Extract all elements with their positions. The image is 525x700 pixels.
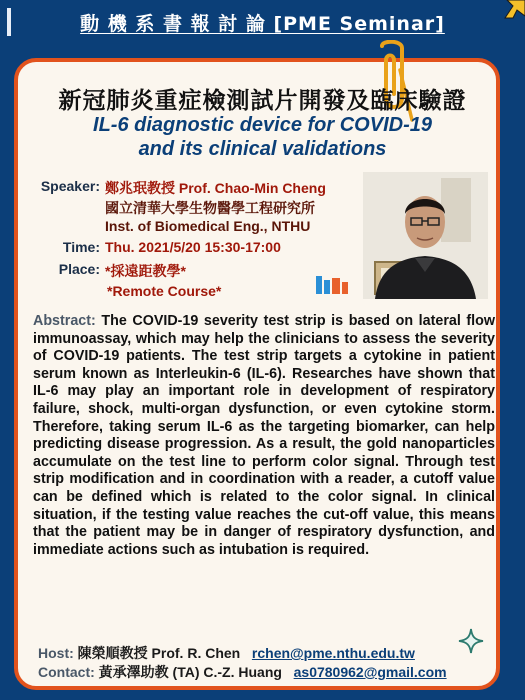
- seminar-title: 動 機 系 書 報 討 論 [PME Seminar]: [80, 13, 445, 35]
- top-bar: [0, 0, 525, 46]
- abstract: [33, 313, 495, 559]
- speaker-affiliation-zh: 國立清華大學生物醫學工程研究所: [105, 200, 315, 216]
- talk-title-en-line1: IL-6 diagnostic device for COVID-19: [93, 114, 432, 136]
- contact-line: [38, 662, 447, 682]
- place-value-zh: *採遠距教學*: [105, 263, 186, 279]
- host-name: 陳榮順教授 Prof. R. Chen: [77, 645, 241, 661]
- talk-title-en-line2: and its clinical validations: [138, 138, 387, 160]
- abstract-label: Abstract:: [33, 313, 96, 329]
- place-label: Place:: [58, 261, 100, 277]
- place-value-en: *Remote Course*: [107, 283, 222, 299]
- abstract-text: The COVID-19 severity test strip is based on lateral flow immunoassay, which may help the clinicians to assess the severity of COVID-19 patients. The test strip targets a cytokine in patient serum known as Interleukin-6 (IL-6). Researches have shown that IL-6 may play an important role in development of respiratory failure, shock, multi-organ dysfunction, or even cytokine storm. Therefore, taking serum IL-6 as the targeting biomarker, can help predicting disease progression. As a result, the gold nanoparticles accumulate on the test line to perform color signal. Through test strip modification and in coordination with a reader, a cutoff value can be defined which is related to the color signal. In clinical situation, if the testing value reaches the cut-off value, this means that the patient may be in danger of respiratory dysfunction, and immediate actions such as intubation is required.: [33, 313, 495, 558]
- contact-email-link[interactable]: as0780962@gmail.com: [293, 664, 447, 680]
- host-line: [38, 643, 415, 663]
- time-value: Thu. 2021/5/20 15:30-17:00: [105, 239, 281, 255]
- talk-title-zh: 新冠肺炎重症檢測試片開發及臨床驗證: [58, 88, 467, 114]
- pin-icon: [485, 0, 525, 40]
- sparkle-icon: [458, 628, 484, 654]
- speaker-name: 鄭兆珉教授 Prof. Chao-Min Cheng: [105, 180, 326, 196]
- host-email-link[interactable]: rchen@pme.nthu.edu.tw: [251, 645, 415, 661]
- host-label: Host:: [38, 645, 74, 661]
- speaker-label: Speaker:: [40, 178, 100, 194]
- contact-name: 黃承澤助教 (TA) C.-Z. Huang: [98, 664, 282, 680]
- speaker-photo: [363, 172, 488, 299]
- speaker-affiliation-en: Inst. of Biomedical Eng., NTHU: [105, 218, 311, 234]
- speaker-portrait: [363, 172, 488, 299]
- pme-logo: [316, 274, 348, 296]
- contact-label: Contact:: [38, 664, 95, 680]
- time-label: Time:: [62, 239, 100, 255]
